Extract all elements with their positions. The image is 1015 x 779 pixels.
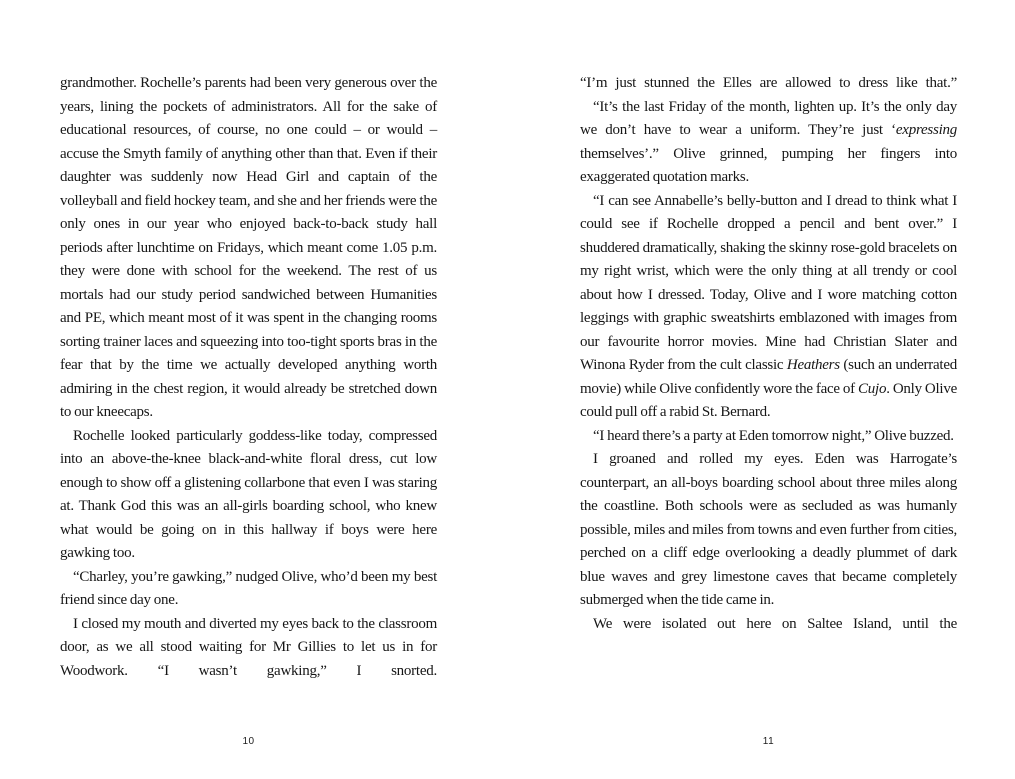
- text-run: (such an underrated movie) while Olive confidently wore the face of: [580, 357, 957, 397]
- paragraph: [60, 72, 437, 425]
- text-run: “I can see Annabelle’s belly-button and I dread to think what I could see if Rochelle dropped a pencil and bent over.” I shuddered dramatically, shaking the skinny rose-gold bracelets on my right wrist, which were the only thing at all trendy or cool about how I dressed. Today, Olive and I wore matching cotton leggings with graphic sweatshirts emblazoned with images from our favourite horror movies. Mine had Christian Slater and Winona Ryder from the cult classic: [580, 192, 957, 373]
- text-run: I closed my mouth and diverted my eyes back to the classroom door, as we all stood waiting for Mr Gillies to let us in for Woodwork. “I wasn’t gawking,” I snorted.: [60, 615, 437, 679]
- page-number-left: 10: [242, 736, 255, 747]
- paragraph: [60, 566, 437, 613]
- text-run: We were isolated out here on Saltee Island, until the: [593, 615, 957, 632]
- text-run: “It’s the last Friday of the month, lighten up. It’s the only day we don’t have to wear a uniform. They’re just ‘: [580, 98, 957, 138]
- text-run: “Charley, you’re gawking,” nudged Olive, who’d been my best friend since day one.: [60, 568, 437, 608]
- italic-text-run: Cujo: [858, 380, 887, 397]
- text-run: . Only Olive could pull off a rabid St. Bernard.: [580, 380, 957, 420]
- text-run: grandmother. Rochelle’s parents had been very generous over the years, lining the pockets of administrators. All for the sake of educational resources, of course, no one could – or would – accuse the Smyth family of anything other than that. Even if their daughter was suddenly now Head Girl and captain of the volleyball and field hockey team, and she and her friends were the only ones in our year who enjoyed back-to-back study hall periods after lunchtime on Fridays, which meant come 1.05 p.m. they were done with school for the weekend. The rest of us mortals had our study period sandwiched between Humanities and PE, which meant most of it was spent in the changing rooms sorting trainer laces and squeezing into too-tight sports bras in the fear that by the time we actually developed anything worth admiring in the chest region, it would already be stretched down to our kneecaps.: [60, 75, 437, 420]
- paragraph: [580, 425, 957, 449]
- text-run: I groaned and rolled my eyes. Eden was Harrogate’s counterpart, an all-boys boarding school about three miles along the coastline. Both schools were as secluded as was humanly possible, miles and miles from towns and even further from cities, perched on a cliff edge overlooking a deadly plummet of dark blue waves and grey limestone caves that became completely submerged when the tide came in.: [580, 451, 957, 608]
- paragraph: [60, 425, 437, 566]
- paragraph: [580, 72, 957, 96]
- page-left-text: [60, 72, 437, 683]
- italic-text-run: Heathers: [786, 357, 840, 373]
- text-run: “I’m just stunned the Elles are allowed to dress like that.”: [580, 75, 957, 91]
- text-run: themselves’.” Olive grinned, pumping her fingers into exaggerated quotation marks.: [580, 145, 957, 185]
- paragraph: [580, 613, 957, 637]
- paragraph: [580, 448, 957, 613]
- paragraph: [580, 190, 957, 425]
- italic-text-run: expressing: [895, 122, 957, 138]
- page-right-text: [580, 72, 957, 636]
- paragraph: [580, 96, 957, 190]
- page-number-right: 11: [762, 736, 775, 747]
- paragraph: [60, 613, 437, 684]
- text-run: Rochelle looked particularly goddess-like today, compressed into an above-the-knee black-and-white floral dress, cut low enough to show off a glistening collarbone that even I was staring at. Thank God this was an all-girls boarding school, who knew what would be going on in this hallway if boys were here gawking too.: [60, 427, 437, 561]
- text-run: “I heard there’s a party at Eden tomorrow night,” Olive buzzed.: [593, 427, 954, 444]
